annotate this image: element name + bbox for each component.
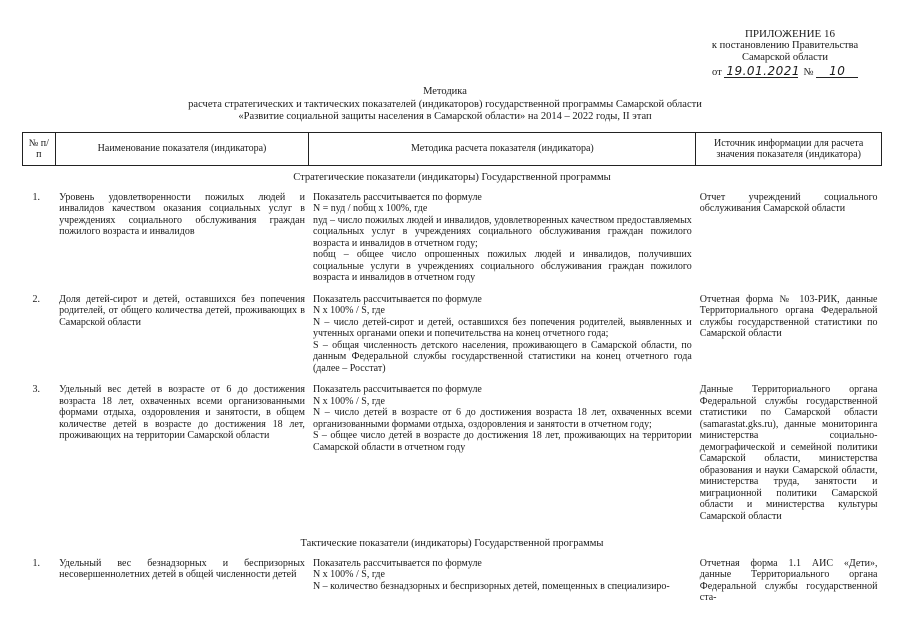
section-tactical (23, 532, 882, 558)
header-source: Источник информации для расчета значения показателя (индикатора) (696, 133, 882, 166)
indicator-name: Доля детей-сирот и детей, оставшихся без попечения родителей, от общего количества детей, проживающих в Самарской области (59, 293, 305, 328)
indicator-source: Отчетная форма 1.1 АИС «Дети», данные Территориального органа Федеральной службы государственной ста- (699, 557, 878, 603)
method-formula: N х 100% / S, где (312, 569, 385, 580)
handwritten-date: 19.01.2021 (726, 64, 801, 78)
method-intro: Показатель рассчитывается по формуле (312, 293, 482, 305)
indicator-method (309, 384, 696, 532)
section-title: Стратегические показатели (индикаторы) Государственной программы (293, 172, 611, 183)
method-intro: Показатель рассчитывается по формуле (312, 191, 482, 203)
table-row (23, 192, 882, 294)
method-intro: Показатель рассчитывается по формуле (312, 384, 482, 395)
indicator-name: Уровень удовлетворенности пожилых людей и инвалидов качеством оказания социальных услуг в учреждениях социального обслуживания граждан пожилого возраста и инвалидов (59, 191, 305, 237)
document-title (120, 86, 770, 124)
method-term-1: N – число детей-сирот и детей, оставшихся без попечения родителей, выявленных и учтенных органами опеки и попечительства на конец отчетного года; (312, 316, 692, 339)
header-method: Методика расчета показателя (индикатора) (309, 133, 696, 166)
method-formula: N х 100% / S, где (312, 305, 385, 316)
method-term-2: nобщ – общее число опрошенных пожилых людей и инвалидов, получивших социальные услуги в учреждениях социального обслуживания граждан пожилого возраста и инвалидов в отчетном году (312, 249, 692, 283)
row-number: 2. (32, 293, 40, 305)
method-formula: N х 100% / S, где (312, 395, 385, 407)
indicator-source: Отчет учреждений социального обслуживания Самарской области (699, 191, 878, 214)
title-line-2: расчета стратегических и тактических показателей (индикаторов) государственной программы Самарской области (188, 98, 702, 110)
indicator-method (309, 294, 696, 385)
header-name: Наименование показателя (индикатора) (55, 133, 309, 166)
method-formula: N = nуд / nобщ х 100%, где (312, 203, 428, 214)
header-no: № п/п (23, 133, 56, 166)
row-number: 1. (32, 557, 40, 569)
section-strategic (23, 166, 882, 192)
method-term-1: N – количество безнадзорных и беспризорных детей, помещенных в специализиро- (312, 580, 670, 592)
appendix-line-1: к постановлению Правительства (711, 40, 859, 51)
indicator-method (309, 558, 696, 614)
indicator-name: Удельный вес детей в возрасте от 6 до достижения возраста 18 лет, охваченных всеми организованными формами отдыха, оздоровления и занятости, в общем количестве детей в возрасте до достижения 18 лет, проживающих на территории Самарской области (59, 384, 305, 441)
row-number: 3. (32, 384, 40, 395)
indicators-table (22, 132, 882, 614)
method-intro: Показатель рассчитывается по формуле (312, 557, 482, 569)
appendix-line-2: Самарской области (742, 52, 828, 63)
method-term-1: nуд – число пожилых людей и инвалидов, удовлетворенных качеством предоставляемых социальных услуг в учреждениях социального обслуживания граждан пожилого возраста и инвалидов в отчетном году; (312, 214, 692, 249)
appendix-block (700, 28, 870, 79)
appendix-title: ПРИЛОЖЕНИЕ 16 (744, 28, 836, 40)
date-prefix: от (712, 67, 722, 78)
number-prefix: № (803, 67, 814, 78)
handwritten-number: 10 (816, 65, 858, 78)
title-line-1: Методика (423, 86, 467, 97)
appendix-date-line (700, 65, 870, 79)
indicator-name: Удельный вес безнадзорных и беспризорных несовершеннолетних детей в общей численности детей (59, 557, 305, 580)
table-row (23, 558, 882, 614)
indicator-method (309, 192, 696, 294)
table-row (23, 384, 882, 532)
table-row (23, 294, 882, 385)
method-term-2: S – общая численность детского населения, проживающего в Самарской области, по данным Федеральной службы государственной статистики на конец отчетного года (далее – Росстат) (312, 339, 692, 374)
method-term-2: S – общее число детей в возрасте до достижения 18 лет, проживающих на территории Самарской области в отчетном году (312, 430, 692, 453)
row-number: 1. (32, 191, 40, 203)
table-header-row (23, 133, 882, 166)
indicator-source: Отчетная форма № 103-РИК, данные Территориального органа Федеральной службы государственной статистики по Самарской области (699, 293, 878, 339)
indicator-source: Данные Территориального органа Федеральной службы государственной статистики по Самарской области (samarastat.gks.ru), данные мониторинга министерства социально-демографической и семейной политики Самарской области, министерства образования и науки Самарской области, министерства труда, занятости и миграционной политики Самарской области и министерства культуры Самарской области (699, 384, 878, 522)
title-line-3: «Развитие социальной защиты населения в Самарской области» на 2014 – 2022 годы, II этап (238, 111, 652, 122)
section-title: Тактические показатели (индикаторы) Государственной программы (300, 538, 604, 549)
method-term-1: N – число детей в возрасте от 6 до достижения возраста 18 лет, охваченных всеми организованными формами отдыха, оздоровления и занятости в отчетном году; (312, 407, 692, 430)
